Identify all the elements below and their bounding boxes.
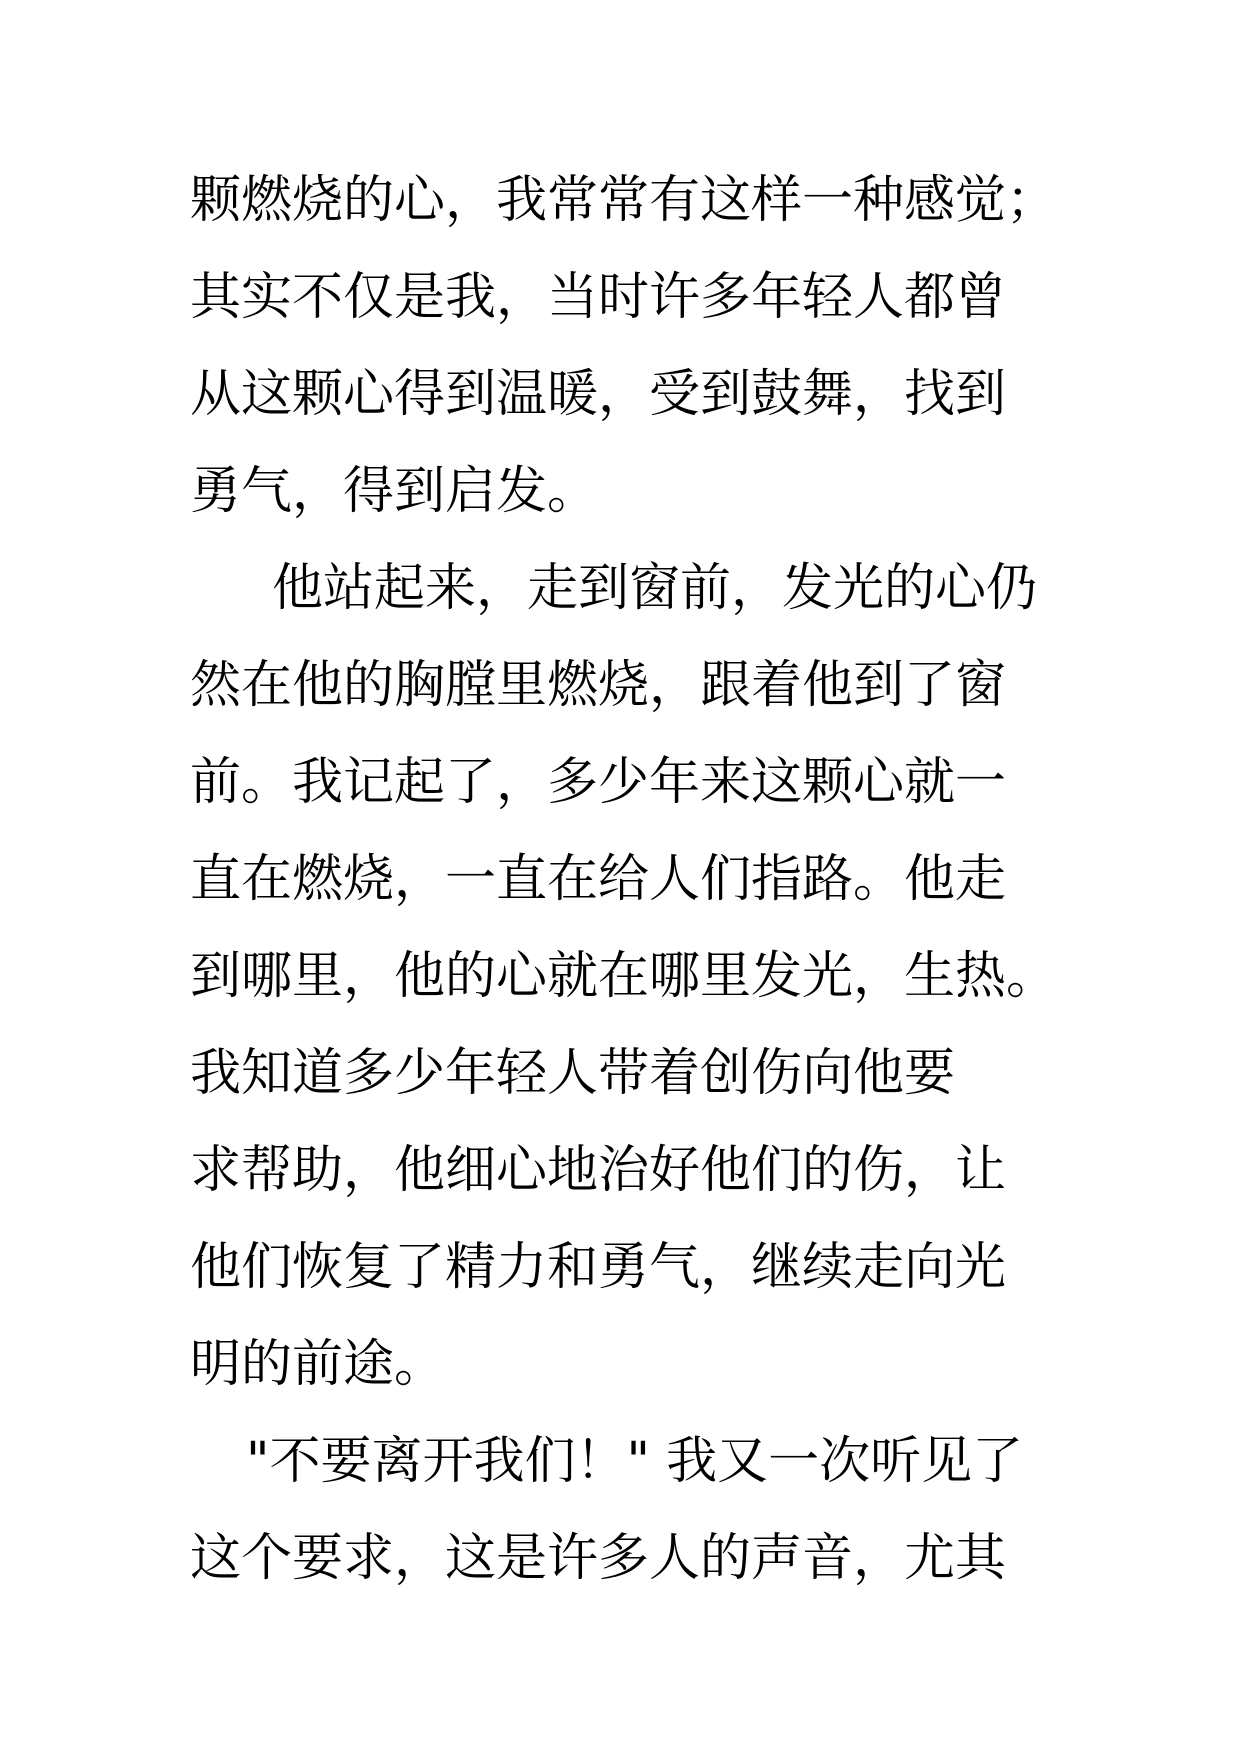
text-line: 然在他的胸膛里燃烧，跟着他到了窗 (190, 656, 1007, 715)
text-line: 直在燃烧，一直在给人们指路。他走 (190, 850, 1007, 909)
text-line: 到哪里，他的心就在哪里发光，生热。 (190, 947, 1058, 1006)
text-line: 他们恢复了精力和勇气，继续走向光 (190, 1238, 1007, 1297)
text-line: 明的前途。 (190, 1335, 446, 1394)
text-line: 这个要求，这是许多人的声音，尤其 (190, 1529, 1007, 1588)
text-line: 勇气，得到启发。 (190, 462, 599, 521)
text-line: 其实不仅是我，当时许多年轻人都曾 (190, 268, 1007, 327)
paragraph-first-line: "不要离开我们！" 我又一次听见了 (246, 1432, 1024, 1491)
text-line: 我知道多少年轻人带着创伤向他要 (190, 1044, 956, 1103)
text-line: 从这颗心得到温暖，受到鼓舞，找到 (190, 365, 1007, 424)
text-line: 前。我记起了，多少年来这颗心就一 (190, 753, 1007, 812)
text-line: 求帮助，他细心地治好他们的伤，让 (190, 1141, 1007, 1200)
body-text (190, 152, 1070, 1607)
text-line: 颗燃烧的心，我常常有这样一种感觉； (190, 171, 1058, 230)
paragraph-first-line: 他站起来，走到窗前，发光的心仍 (272, 559, 1038, 618)
